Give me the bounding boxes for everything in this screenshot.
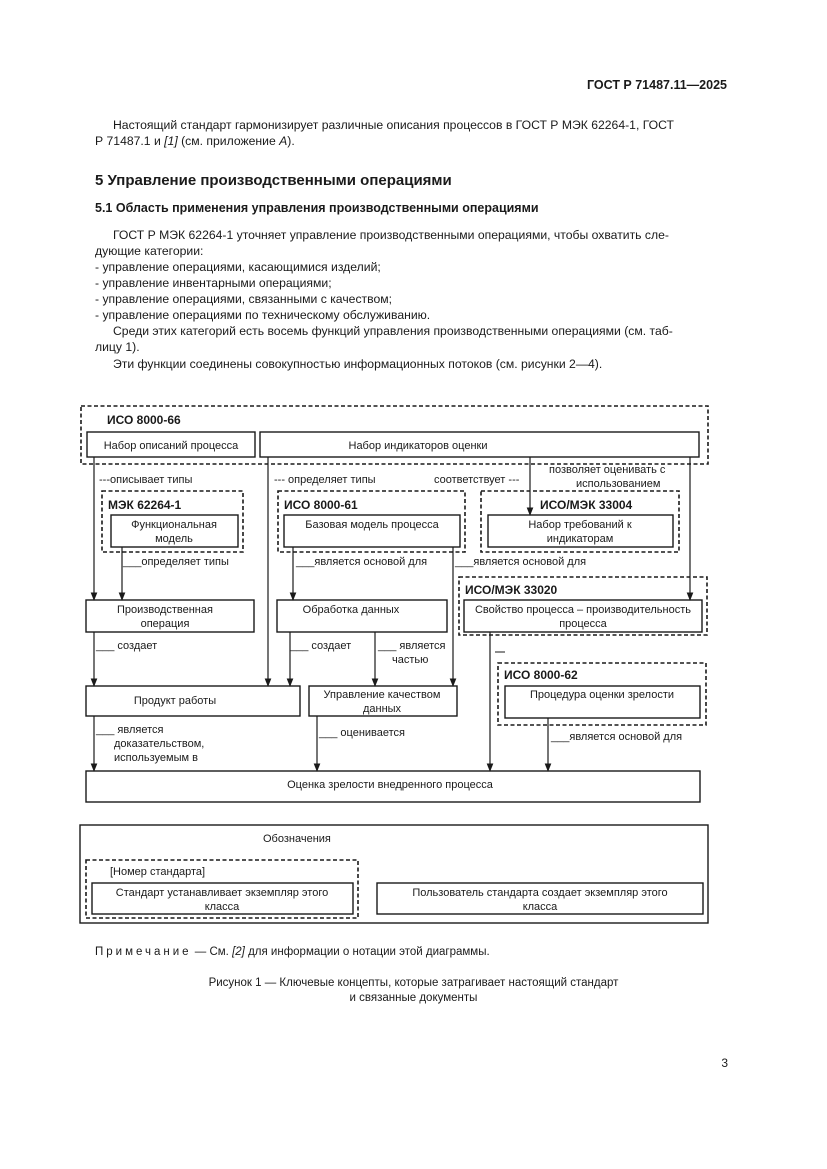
box-label: процесса — [559, 618, 607, 630]
intro-text: ). — [287, 134, 295, 148]
box-label: операция — [140, 618, 190, 630]
legend-label: Пользователь стандарта создает экземпляр этого — [412, 887, 668, 899]
section-heading: 5 Управление производственными операциями — [95, 172, 452, 189]
figure-note — [95, 946, 490, 958]
connector-label: ___определяет типы — [123, 556, 229, 568]
paragraph-line: Эти функции соединены совокупностью информационных потоков (см. рисунки 2—4). — [113, 357, 603, 371]
connector-label: используемым в — [114, 752, 198, 764]
connector-label: ___ является — [378, 640, 446, 652]
note-label: Примечание — [95, 946, 192, 958]
paragraph-line: Среди этих категорий есть восемь функций управления производственными операциями (см. таб- — [113, 324, 673, 338]
box-label: Базовая модель процесса — [305, 519, 439, 531]
connector-label: соответствует --- — [434, 474, 520, 486]
connector-label: ___является основой для — [455, 556, 587, 568]
note-text: — См. — [191, 946, 233, 958]
connector-label: доказательством, — [114, 738, 205, 750]
box-label: Процедура оценки зрелости — [529, 689, 675, 701]
reference-link[interactable]: [2] — [232, 946, 245, 958]
connector-label: позволяет оценивать с — [549, 464, 666, 476]
legend-label: Стандарт устанавливает экземпляр этого — [115, 887, 329, 899]
box-label: данных — [362, 703, 402, 715]
subsection-heading: 5.1 Область применения управления производственными операциями — [95, 201, 539, 215]
connector-label: ___является основой для — [551, 731, 683, 743]
connector-label: ___ создает — [96, 640, 158, 652]
connector-label: ___является основой для — [296, 556, 428, 568]
box-label: индикаторам — [546, 533, 614, 545]
connector-label: ___ является — [96, 724, 164, 736]
box-label: Управление качеством — [323, 689, 441, 701]
group-title-iso-iec33004: ИСО/МЭК 33004 — [540, 498, 633, 512]
legend-label: класса — [522, 901, 558, 913]
group-title-iso-iec33020: ИСО/МЭК 33020 — [465, 583, 558, 597]
intro-line-1: Настоящий стандарт гармонизирует различные описания процессов в ГОСТ Р МЭК 62264-1, ГОСТ — [113, 118, 674, 132]
box-label: Обработка данных — [302, 604, 400, 616]
bullet-item: - управление инвентарными операциями; — [95, 276, 332, 290]
intro-text: Р 71487.1 и — [95, 134, 165, 148]
box-label: Набор индикаторов оценки — [348, 440, 488, 452]
note-text: для информации о нотации этой диаграммы. — [244, 946, 490, 958]
connector-label: частью — [392, 654, 429, 666]
group-title-iso8000-62: ИСО 8000-62 — [504, 668, 578, 682]
connector-label: использованием — [576, 478, 661, 490]
legend-std-number: [Номер стандарта] — [110, 866, 206, 878]
figure-caption — [0, 976, 827, 1006]
page-number: 3 — [721, 1056, 728, 1070]
paragraph-line: дующие категории: — [95, 244, 204, 258]
legend-title: Обозначения — [263, 833, 331, 845]
box-label: Оценка зрелости внедренного процесса — [287, 779, 493, 791]
intro-text: (см. приложение — [177, 134, 280, 148]
bullet-item: - управление операциями, связанными с качеством; — [95, 292, 393, 306]
appendix-ref[interactable]: А — [279, 134, 288, 148]
paragraph-line: лицу 1). — [95, 340, 140, 354]
box-label: Производственная — [117, 604, 213, 616]
bullet-item: - управление операциями, касающимися изделий; — [95, 260, 381, 274]
connector-label: ___ оценивается — [319, 727, 406, 739]
caption-line: Рисунок 1 — Ключевые концепты, которые затрагивает настоящий стандарт — [208, 977, 619, 989]
box-label: Свойство процесса – производительность — [474, 604, 692, 616]
paragraph-line: ГОСТ Р МЭК 62264-1 уточняет управление производственными операциями, чтобы охватить сле- — [113, 228, 669, 242]
box-label: Продукт работы — [133, 695, 217, 707]
box-label: Функциональная — [131, 519, 217, 531]
box-label: Набор описаний процесса — [103, 440, 239, 452]
box-label: Набор требований к — [528, 519, 632, 531]
legend-label: класса — [204, 901, 240, 913]
document-id: ГОСТ Р 71487.11—2025 — [586, 78, 727, 92]
box-label: модель — [155, 533, 193, 545]
connector-label: ---описывает типы — [99, 474, 193, 486]
connector-label: ___ создает — [290, 640, 352, 652]
group-title-iec62264-1: МЭК 62264-1 — [108, 498, 182, 512]
bullet-item: - управление операциями по техническому обслуживанию. — [95, 308, 431, 322]
group-title-iso8000-66: ИСО 8000-66 — [107, 413, 181, 427]
group-title-iso8000-61: ИСО 8000-61 — [284, 498, 358, 512]
caption-line: и связанные документы — [349, 992, 478, 1004]
reference-link[interactable]: [1] — [164, 134, 178, 148]
connector-label: --- определяет типы — [274, 474, 376, 486]
